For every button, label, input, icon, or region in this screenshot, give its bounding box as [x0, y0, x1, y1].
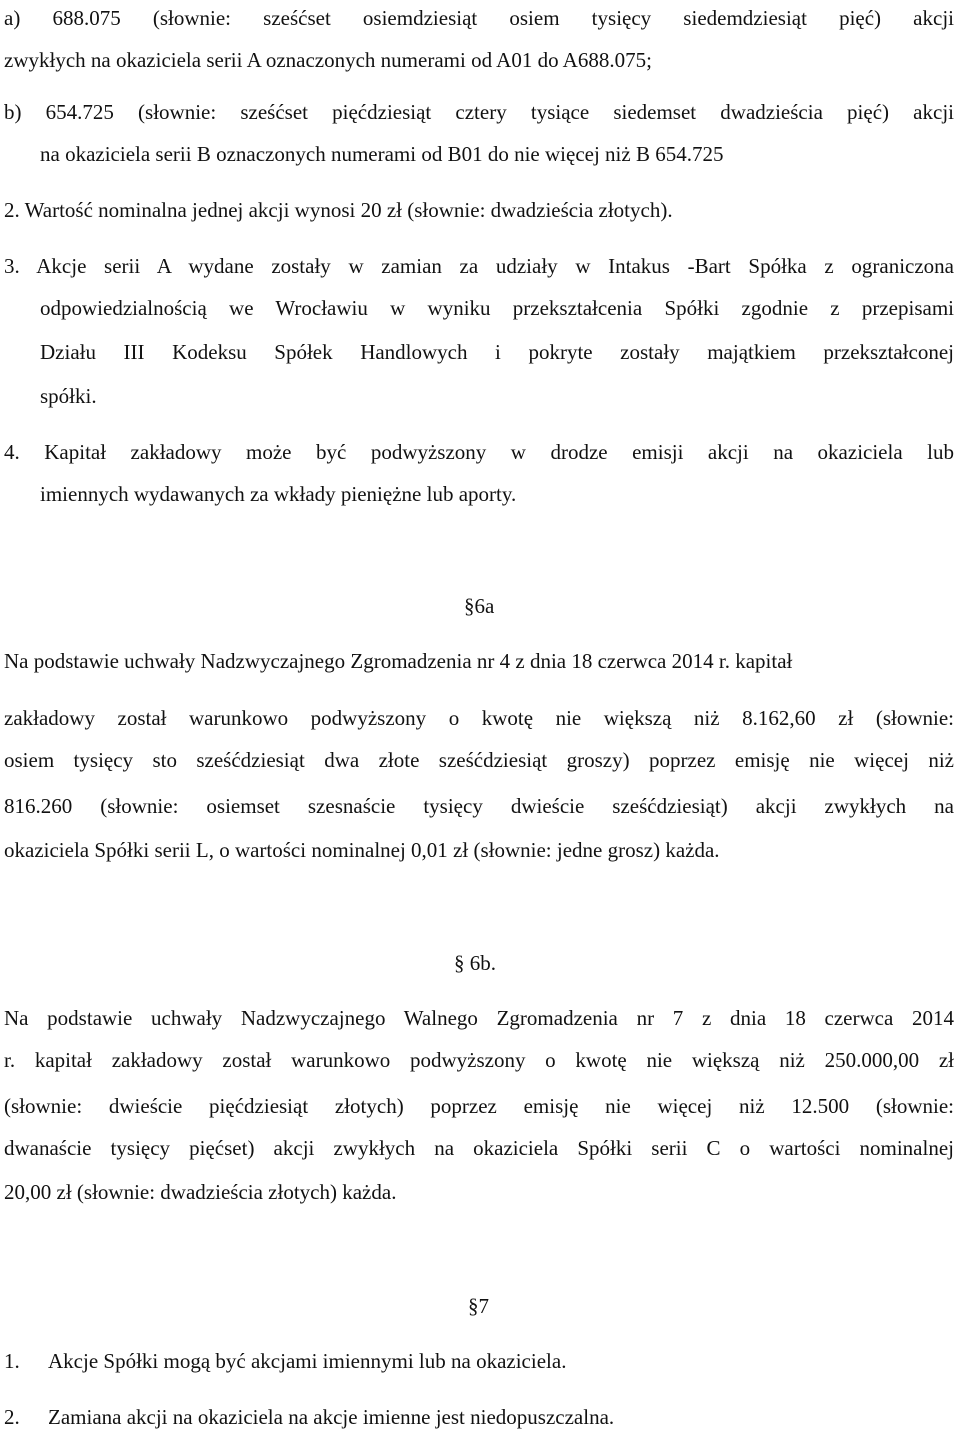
section-6a-line-2: zakładowy został warunkowo podwyższony o kwotę nie większą niż 8.162,60 zł (słownie:: [4, 706, 954, 730]
item-3-line-2: odpowiedzialnością we Wrocławiu w wyniku przekształcenia Spółki zgodnie z przepisami: [40, 296, 954, 320]
section-6b-line-3: (słownie: dwieście pięćdziesiąt złotych) poprzez emisję nie więcej niż 12.500 (słownie:: [4, 1094, 954, 1118]
item-4-line-2: imiennych wydawanych za wkłady pieniężne lub aporty.: [40, 482, 517, 506]
item-2-text: 2. Wartość nominalna jednej akcji wynosi 20 zł (słownie: dwadzieścia złotych).: [4, 198, 673, 222]
section-6b-line-2: r. kapitał zakładowy został warunkowo podwyższony o kwotę nie większą niż 250.000,00 zł: [4, 1048, 954, 1072]
item-a-line-1: a) 688.075 (słownie: sześćset osiemdziesiąt osiem tysięcy siedemdziesiąt pięć) akcji: [4, 6, 954, 30]
section-6a-line-5: okaziciela Spółki serii L, o wartości nominalnej 0,01 zł (słownie: jedne grosz) każda.: [4, 838, 720, 862]
section-6b-line-1: Na podstawie uchwały Nadzwyczajnego Walnego Zgromadzenia nr 7 z dnia 18 czerwca 2014: [4, 1006, 954, 1030]
section-7-item-1-number: 1.: [4, 1349, 20, 1373]
item-3-line-4: spółki.: [40, 384, 97, 408]
section-6a-heading: §6a: [464, 594, 495, 618]
item-3-line-1: 3. Akcje serii A wydane zostały w zamian za udziały w Intakus -Bart Spółka z ograniczona: [4, 254, 954, 278]
section-7-item-2-number: 2.: [4, 1405, 20, 1429]
item-3-line-3: Działu III Kodeksu Spółek Handlowych i pokryte zostały majątkiem przekształconej: [40, 340, 954, 364]
section-6b-line-4: dwanaście tysięcy pięćset) akcji zwykłych na okaziciela Spółki serii C o wartości nominalnej: [4, 1136, 954, 1160]
section-6a-line-3: osiem tysięcy sto sześćdziesiąt dwa złote sześćdziesiąt groszy) poprzez emisję nie więcej niż: [4, 748, 954, 772]
section-6a-line-1: Na podstawie uchwały Nadzwyczajnego Zgromadzenia nr 4 z dnia 18 czerwca 2014 r. kapitał: [4, 649, 793, 673]
item-b-line-2: na okaziciela serii B oznaczonych numerami od B01 do nie więcej niż B 654.725: [40, 142, 724, 166]
section-7-item-1-text: Akcje Spółki mogą być akcjami imiennymi lub na okaziciela.: [48, 1349, 567, 1373]
section-6b-heading: § 6b.: [454, 951, 496, 975]
section-6a-line-4: 816.260 (słownie: osiemset szesnaście tysięcy dwieście sześćdziesiąt) akcji zwykłych na: [4, 794, 954, 818]
item-a-line-2: zwykłych na okaziciela serii A oznaczonych numerami od A01 do A688.075;: [4, 48, 652, 72]
section-6b-line-5: 20,00 zł (słownie: dwadzieścia złotych) każda.: [4, 1180, 397, 1204]
section-7-item-2-text: Zamiana akcji na okaziciela na akcje imienne jest niedopuszczalna.: [48, 1405, 615, 1429]
item-4-line-1: 4. Kapitał zakładowy może być podwyższony w drodze emisji akcji na okaziciela lub: [4, 440, 954, 464]
section-7-heading: §7: [468, 1294, 489, 1318]
item-b-line-1: b) 654.725 (słownie: sześćset pięćdziesiąt cztery tysiące siedemset dwadzieścia pięć) akcji: [4, 100, 954, 124]
